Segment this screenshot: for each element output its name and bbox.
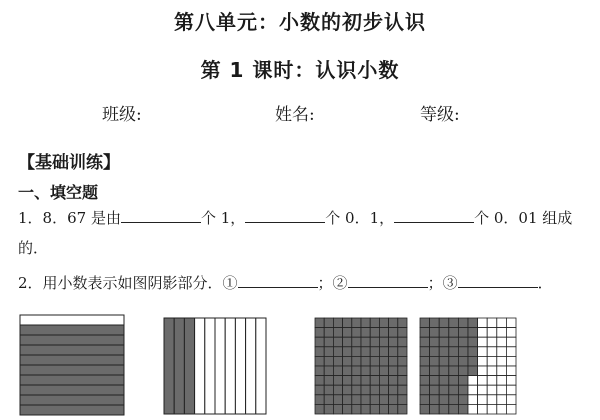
question-1-text-2: 8．67 是由 bbox=[42, 209, 121, 227]
grid-cell bbox=[370, 376, 379, 386]
page-title: 第八单元：小数的初步认识 bbox=[174, 10, 426, 34]
grid-cell bbox=[315, 376, 324, 386]
grid-cell bbox=[506, 356, 516, 366]
grid-cell bbox=[468, 395, 478, 405]
grid-cell bbox=[398, 356, 407, 366]
grid-cell bbox=[478, 376, 488, 386]
grid-cell bbox=[497, 328, 507, 338]
grid-cell bbox=[370, 385, 379, 395]
grid-cell bbox=[343, 385, 352, 395]
grid-cell bbox=[468, 404, 478, 414]
grid-cell bbox=[324, 328, 333, 338]
grid-cell bbox=[487, 366, 497, 376]
grid-cell bbox=[379, 337, 388, 347]
grid-cell bbox=[379, 318, 388, 328]
grid-cell bbox=[506, 337, 516, 347]
question-2-text-4: ． bbox=[537, 274, 553, 292]
answer-blank-1a[interactable] bbox=[121, 208, 201, 223]
grid-cell bbox=[487, 395, 497, 405]
grid-cell bbox=[430, 376, 440, 386]
grid-cell bbox=[458, 366, 468, 376]
grid-cell bbox=[439, 404, 449, 414]
grid-cell bbox=[379, 395, 388, 405]
grid-cell bbox=[430, 318, 440, 328]
question-2-text-2: ；② bbox=[317, 274, 348, 292]
strip-row bbox=[20, 375, 124, 385]
answer-blank-1c[interactable] bbox=[394, 208, 474, 223]
grid-cell bbox=[497, 337, 507, 347]
grid-cell bbox=[361, 395, 370, 405]
grid-cell bbox=[370, 395, 379, 405]
grid-cell bbox=[439, 318, 449, 328]
grid-cell bbox=[389, 404, 398, 414]
lesson-subtitle: 第 1 课时：认识小数 bbox=[200, 58, 400, 82]
strip-column bbox=[215, 318, 225, 414]
grid-cell bbox=[370, 356, 379, 366]
grid-cell bbox=[449, 385, 459, 395]
grid-cell bbox=[333, 366, 342, 376]
grid-cell bbox=[315, 395, 324, 405]
strip-row bbox=[20, 365, 124, 375]
grid-cell bbox=[449, 328, 459, 338]
grid-cell bbox=[370, 404, 379, 414]
grid-cell bbox=[324, 376, 333, 386]
grid-cell bbox=[449, 395, 459, 405]
grid-cell bbox=[389, 376, 398, 386]
grid-cell bbox=[430, 366, 440, 376]
question-1-text-5: 个 0．01 组成 bbox=[474, 209, 573, 227]
grid-cell bbox=[324, 366, 333, 376]
section-heading: 一、填空题 bbox=[18, 183, 99, 202]
strip-column bbox=[256, 318, 266, 414]
grid-cell bbox=[497, 376, 507, 386]
grid-cell bbox=[370, 318, 379, 328]
answer-blank-2b[interactable] bbox=[348, 273, 428, 288]
grid-cell bbox=[343, 347, 352, 357]
question-2-text-1: 2．用小数表示如图阴影部分．① bbox=[18, 274, 238, 292]
grid-cell bbox=[468, 347, 478, 357]
grid-cell bbox=[497, 366, 507, 376]
grid-cell bbox=[315, 356, 324, 366]
grid-cell bbox=[468, 376, 478, 386]
grid-cell bbox=[379, 356, 388, 366]
strip-row bbox=[20, 315, 124, 325]
grid-cell bbox=[430, 385, 440, 395]
grid-cell bbox=[468, 337, 478, 347]
grid-cell bbox=[324, 385, 333, 395]
grid-cell bbox=[343, 337, 352, 347]
grid-cell bbox=[478, 356, 488, 366]
grid-cell bbox=[439, 347, 449, 357]
figure-grid-partial bbox=[418, 316, 518, 416]
grid-cell bbox=[487, 337, 497, 347]
grid-cell bbox=[324, 356, 333, 366]
grid-cell bbox=[506, 347, 516, 357]
grid-cell bbox=[389, 328, 398, 338]
grid-cell bbox=[506, 376, 516, 386]
grid-cell bbox=[478, 385, 488, 395]
grade-label: 等级: bbox=[420, 105, 460, 125]
grid-cell bbox=[497, 404, 507, 414]
grid-cell bbox=[420, 318, 430, 328]
question-1-text-1: 1． bbox=[18, 209, 43, 227]
grid-cell bbox=[487, 404, 497, 414]
grid-cell bbox=[449, 404, 459, 414]
strip-column bbox=[164, 318, 174, 414]
grid-cell bbox=[468, 356, 478, 366]
grid-cell bbox=[324, 337, 333, 347]
grid-cell bbox=[379, 328, 388, 338]
strip-row bbox=[20, 345, 124, 355]
grid-cell bbox=[468, 328, 478, 338]
grid-cell bbox=[478, 366, 488, 376]
grid-cell bbox=[324, 318, 333, 328]
figure-horizontal-strips bbox=[18, 313, 126, 417]
strip-row bbox=[20, 405, 124, 415]
grid-cell bbox=[398, 404, 407, 414]
grid-cell bbox=[478, 318, 488, 328]
grid-cell bbox=[430, 337, 440, 347]
grid-cell bbox=[361, 404, 370, 414]
grid-cell bbox=[361, 356, 370, 366]
grid-cell bbox=[398, 385, 407, 395]
grid-cell bbox=[420, 376, 430, 386]
grid-cell bbox=[352, 337, 361, 347]
grid-cell bbox=[361, 318, 370, 328]
section-title: 【基础训练】 bbox=[18, 153, 120, 173]
strip-column bbox=[174, 318, 184, 414]
grid-cell bbox=[506, 395, 516, 405]
grid-cell bbox=[430, 395, 440, 405]
grid-cell bbox=[449, 376, 459, 386]
grid-cell bbox=[430, 356, 440, 366]
grid-cell bbox=[458, 318, 468, 328]
grid-cell bbox=[439, 356, 449, 366]
grid-cell bbox=[361, 347, 370, 357]
grid-cell bbox=[379, 376, 388, 386]
grid-cell bbox=[478, 404, 488, 414]
grid-cell bbox=[398, 366, 407, 376]
grid-cell bbox=[361, 366, 370, 376]
grid-cell bbox=[343, 376, 352, 386]
grid-cell bbox=[487, 376, 497, 386]
grid-cell bbox=[352, 376, 361, 386]
grid-cell bbox=[487, 328, 497, 338]
grid-cell bbox=[497, 385, 507, 395]
grid-cell bbox=[333, 385, 342, 395]
grid-cell bbox=[439, 328, 449, 338]
grid-cell bbox=[333, 395, 342, 405]
grid-cell bbox=[370, 328, 379, 338]
grid-cell bbox=[389, 395, 398, 405]
grid-cell bbox=[361, 337, 370, 347]
grid-cell bbox=[352, 385, 361, 395]
strip-row bbox=[20, 335, 124, 345]
grid-cell bbox=[361, 328, 370, 338]
grid-cell bbox=[478, 328, 488, 338]
grid-cell bbox=[458, 376, 468, 386]
grid-cell bbox=[420, 356, 430, 366]
strip-row bbox=[20, 385, 124, 395]
class-label: 班级: bbox=[102, 105, 142, 125]
grid-cell bbox=[333, 328, 342, 338]
grid-cell bbox=[361, 385, 370, 395]
grid-cell bbox=[458, 395, 468, 405]
grid-cell bbox=[430, 328, 440, 338]
grid-cell bbox=[352, 366, 361, 376]
grid-cell bbox=[487, 318, 497, 328]
grid-cell bbox=[420, 404, 430, 414]
grid-cell bbox=[352, 318, 361, 328]
grid-cell bbox=[449, 356, 459, 366]
grid-cell bbox=[315, 347, 324, 357]
grid-cell bbox=[506, 318, 516, 328]
question-1-text-4: 个 0．1， bbox=[325, 209, 395, 227]
grid-cell bbox=[343, 318, 352, 328]
grid-cell bbox=[506, 404, 516, 414]
strip-row bbox=[20, 355, 124, 365]
grid-cell bbox=[389, 347, 398, 357]
answer-blank-2c[interactable] bbox=[458, 273, 538, 288]
grid-cell bbox=[449, 318, 459, 328]
grid-cell bbox=[449, 337, 459, 347]
grid-cell bbox=[324, 404, 333, 414]
grid-cell bbox=[439, 376, 449, 386]
grid-cell bbox=[439, 395, 449, 405]
grid-cell bbox=[478, 337, 488, 347]
grid-cell bbox=[497, 347, 507, 357]
strip-column bbox=[205, 318, 215, 414]
grid-cell bbox=[487, 356, 497, 366]
grid-cell bbox=[343, 366, 352, 376]
grid-cell bbox=[370, 347, 379, 357]
strip-column bbox=[184, 318, 194, 414]
grid-cell bbox=[352, 404, 361, 414]
grid-cell bbox=[352, 347, 361, 357]
grid-cell bbox=[458, 337, 468, 347]
grid-cell bbox=[430, 347, 440, 357]
grid-cell bbox=[420, 328, 430, 338]
question-1-line1 bbox=[18, 207, 572, 228]
grid-cell bbox=[497, 395, 507, 405]
grid-cell bbox=[468, 366, 478, 376]
strip-row bbox=[20, 395, 124, 405]
grid-cell bbox=[361, 376, 370, 386]
grid-cell bbox=[497, 356, 507, 366]
grid-cell bbox=[420, 337, 430, 347]
grid-cell bbox=[333, 337, 342, 347]
grid-cell bbox=[506, 328, 516, 338]
grid-cell bbox=[379, 404, 388, 414]
name-label: 姓名: bbox=[275, 105, 315, 125]
grid-cell bbox=[370, 337, 379, 347]
strip-column bbox=[235, 318, 245, 414]
grid-cell bbox=[478, 395, 488, 405]
grid-cell bbox=[439, 366, 449, 376]
grid-cell bbox=[333, 376, 342, 386]
grid-cell bbox=[398, 318, 407, 328]
grid-cell bbox=[458, 404, 468, 414]
grid-cell bbox=[352, 328, 361, 338]
grid-cell bbox=[506, 385, 516, 395]
question-1-line2: 的． bbox=[18, 239, 49, 257]
grid-cell bbox=[389, 366, 398, 376]
grid-cell bbox=[468, 385, 478, 395]
grid-cell bbox=[398, 337, 407, 347]
grid-cell bbox=[315, 337, 324, 347]
grid-cell bbox=[389, 385, 398, 395]
grid-cell bbox=[352, 395, 361, 405]
question-2-text-3: ；③ bbox=[427, 274, 458, 292]
grid-cell bbox=[315, 385, 324, 395]
grid-cell bbox=[333, 347, 342, 357]
answer-blank-1b[interactable] bbox=[245, 208, 325, 223]
figure-vertical-strips bbox=[162, 316, 268, 416]
grid-cell bbox=[398, 376, 407, 386]
grid-cell bbox=[398, 328, 407, 338]
grid-cell bbox=[389, 356, 398, 366]
grid-cell bbox=[458, 356, 468, 366]
grid-cell bbox=[315, 318, 324, 328]
grid-cell bbox=[398, 347, 407, 357]
grid-cell bbox=[343, 404, 352, 414]
grid-cell bbox=[506, 366, 516, 376]
grid-cell bbox=[315, 328, 324, 338]
grid-cell bbox=[439, 337, 449, 347]
answer-blank-2a[interactable] bbox=[238, 273, 318, 288]
grid-cell bbox=[487, 347, 497, 357]
strip-column bbox=[195, 318, 205, 414]
figure-grid-full bbox=[313, 316, 409, 416]
grid-cell bbox=[420, 395, 430, 405]
grid-cell bbox=[343, 395, 352, 405]
grid-cell bbox=[458, 385, 468, 395]
grid-cell bbox=[449, 366, 459, 376]
grid-cell bbox=[458, 347, 468, 357]
grid-cell bbox=[420, 385, 430, 395]
grid-cell bbox=[497, 318, 507, 328]
strip-row bbox=[20, 325, 124, 335]
grid-cell bbox=[315, 366, 324, 376]
grid-cell bbox=[458, 328, 468, 338]
grid-cell bbox=[343, 328, 352, 338]
grid-cell bbox=[389, 318, 398, 328]
grid-cell bbox=[315, 404, 324, 414]
question-2-line bbox=[18, 272, 553, 293]
grid-cell bbox=[379, 347, 388, 357]
grid-cell bbox=[352, 356, 361, 366]
grid-cell bbox=[478, 347, 488, 357]
grid-cell bbox=[324, 347, 333, 357]
grid-cell bbox=[439, 385, 449, 395]
grid-cell bbox=[343, 356, 352, 366]
grid-cell bbox=[487, 385, 497, 395]
grid-cell bbox=[324, 395, 333, 405]
strip-column bbox=[225, 318, 235, 414]
grid-cell bbox=[379, 385, 388, 395]
grid-cell bbox=[379, 366, 388, 376]
grid-cell bbox=[420, 347, 430, 357]
grid-cell bbox=[430, 404, 440, 414]
strip-column bbox=[246, 318, 256, 414]
grid-cell bbox=[398, 395, 407, 405]
grid-cell bbox=[389, 337, 398, 347]
grid-cell bbox=[420, 366, 430, 376]
grid-cell bbox=[370, 366, 379, 376]
grid-cell bbox=[333, 404, 342, 414]
grid-cell bbox=[468, 318, 478, 328]
grid-cell bbox=[449, 347, 459, 357]
question-1-text-3: 个 1， bbox=[200, 209, 246, 227]
grid-cell bbox=[333, 318, 342, 328]
grid-cell bbox=[333, 356, 342, 366]
